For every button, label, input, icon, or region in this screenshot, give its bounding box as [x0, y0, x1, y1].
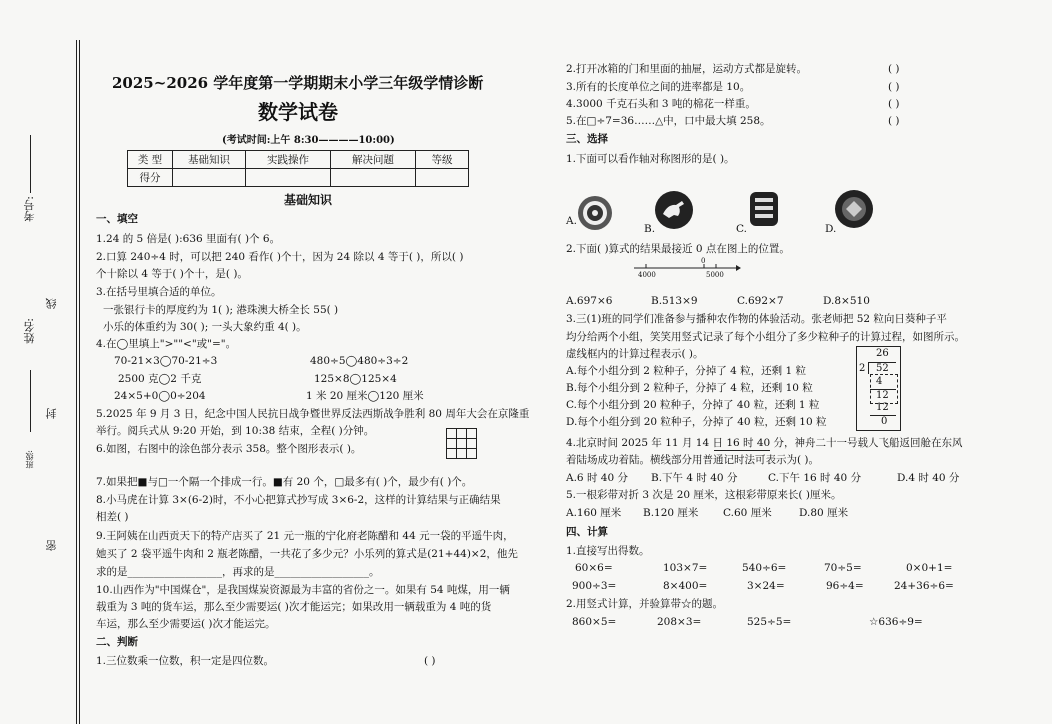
compare-item: 70-21×3◯70-21÷3: [114, 355, 218, 367]
compare-item: 480÷5◯480÷3÷2: [310, 355, 409, 367]
binding-line-outer: [76, 40, 77, 724]
question-line: 10.山西作为"中国煤仓"，是我国煤炭资源最为丰富的省份之一。如果有 54 吨煤，用一辆: [96, 584, 510, 596]
lantern-pattern-icon: [745, 189, 783, 229]
calc-item: 525÷5=: [747, 616, 792, 628]
judge-item: 2.打开冰箱的门和里面的抽屉，运动方式都是旋转。: [566, 63, 808, 75]
choice-question: 2.下面( )算式的结果最接近 0 点在图上的位置。: [566, 243, 790, 255]
question-line: 4.在◯里填上">""<"或"="。: [96, 338, 237, 350]
question-line: 小乐的体重约为 30( ); 一头大象约重 4( )。: [103, 321, 307, 333]
question-line: 5.2025 年 9 月 3 日，纪念中国人民抗日战争暨世界反法西斯战争胜利 80 周年大会在京隆重: [96, 408, 530, 420]
calc-item: 8×400=: [663, 580, 708, 592]
score-blank[interactable]: [173, 169, 246, 187]
question-line: 9.王阿姨在山西贡天下的特产店买了 21 元一瓶的宁化府老陈醋和 44 元一袋的平遥牛肉，: [96, 530, 514, 542]
name-label: 姓名:: [23, 318, 36, 344]
score-cell: 解决问题: [331, 151, 416, 169]
part1-heading: 一、填空: [96, 213, 138, 225]
choice-option[interactable]: A.160 厘米: [566, 507, 622, 519]
calc-item: 900÷3=: [572, 580, 617, 592]
calc-item: 96÷4=: [826, 580, 864, 592]
judge-mark[interactable]: ( ): [888, 81, 900, 93]
choice-option[interactable]: C.692×7: [737, 295, 784, 307]
section-heading: 基础知识: [284, 193, 333, 207]
choice-option[interactable]: A.每个小组分到 2 粒种子，分掉了 4 粒，还剩 1 粒: [566, 365, 806, 377]
dividend: 52: [876, 363, 889, 374]
judge-item: 1.三位数乘一位数，积一定是四位数。: [96, 655, 275, 667]
choice-option[interactable]: B.513×9: [651, 295, 698, 307]
exam-time: (考试时间:上午 8:30————10:00): [222, 135, 395, 146]
question-line: 2.口算 240÷4 时，可以把 240 看作( )个十，因为 24 除以 4 等于( )，所以( ): [96, 251, 464, 263]
judge-item: 4.3000 千克石头和 3 吨的棉花一样重。: [566, 98, 756, 110]
calc-item: 208×3=: [657, 616, 702, 628]
calc-item: 60×6=: [575, 562, 613, 574]
choice-option[interactable]: D.每个小组分到 20 粒种子，分掉了 40 粒，还剩 10 粒: [566, 416, 827, 428]
bind-char-line: 线: [45, 298, 58, 309]
question-line: 相差( ): [96, 511, 129, 523]
question-line: 她买了 2 袋平遥牛肉和 2 瓶老陈醋，一共花了多少元？小乐列的算式是(21+44)×2，他先: [96, 548, 518, 560]
paper-cut-pattern-icon: [834, 189, 874, 229]
divisor: 2: [859, 363, 866, 374]
score-table: [127, 150, 469, 187]
choice-question: 5.一根彩带对折 3 次是 20 厘米，这根彩带原来长( )厘米。: [566, 489, 842, 501]
option-label: A.: [566, 215, 577, 227]
choice-option[interactable]: C.每个小组分到 20 粒种子，分掉了 40 粒，还剩 1 粒: [566, 399, 820, 411]
calc-item: 860×5=: [572, 616, 617, 628]
choice-option[interactable]: A.697×6: [566, 295, 613, 307]
question-line: 个十除以 4 等于( )个十，是( )。: [96, 268, 248, 280]
judge-mark[interactable]: ( ): [888, 115, 900, 127]
compare-item: 24×5+0◯0÷204: [114, 390, 206, 402]
calc-item: 103×7=: [663, 562, 708, 574]
compare-item: 125×8◯125×4: [314, 373, 397, 385]
question-line: 车运，那么至少需要运( )次才能运完。: [96, 618, 276, 630]
score-cell: 基础知识: [173, 151, 246, 169]
exam-no-blank: [30, 135, 31, 193]
calc-item: 24+36÷6=: [894, 580, 954, 592]
question-line: 7.如果把■与□一个隔一个排成一行。■有 20 个，□最多有( )个，最少有( )个。: [96, 476, 473, 488]
choice-option[interactable]: B.每个小组分到 2 粒种子，分掉了 4 粒，还剩 10 粒: [566, 382, 813, 394]
choice-option[interactable]: A.6 时 40 分: [566, 472, 628, 484]
question-line: 载重为 3 吨的货车运，那么至少需要运( )次才能运完；如果改用一辆载重为 4 吨的货: [96, 601, 492, 613]
calc-item: ☆636÷9=: [869, 616, 923, 628]
score-blank[interactable]: [246, 169, 331, 187]
calc-item: 540÷6=: [742, 562, 787, 574]
choice-question: 均分给两个小组，笑笑用竖式记录了每个小组分了多少粒种子的计算过程，如图所示。: [566, 331, 965, 343]
horse-pattern-icon: [654, 190, 694, 230]
choice-option[interactable]: B.下午 4 时 40 分: [651, 472, 738, 484]
name-blank: [30, 370, 31, 432]
class-label: 班级:: [25, 450, 34, 469]
number-line-left: 4000: [638, 271, 656, 279]
choice-question: 着陆场成功着陆。横线部分用普通记时法可表示为( )。: [566, 454, 820, 466]
judge-item: 5.在□÷7=36……△中，口中最大填 258。: [566, 115, 771, 127]
compare-item: 1 米 20 厘米◯120 厘米: [306, 390, 424, 402]
calc-item: 0×0+1=: [906, 562, 953, 574]
calc-item: 70÷5=: [824, 562, 862, 574]
choice-option[interactable]: B.120 厘米: [643, 507, 699, 519]
part2-heading: 二、判断: [96, 636, 138, 648]
long-division-figure: [856, 346, 900, 428]
step-remainder: 12: [876, 390, 889, 401]
question-line: 一张银行卡的厚度约为 1( ); 港珠澳大桥全长 55( ): [103, 304, 339, 316]
part3-heading: 三、选择: [566, 133, 608, 145]
number-line-right: 5000: [706, 271, 724, 279]
bind-char-seal: 封: [45, 408, 58, 419]
compare-item: 2500 克◯2 千克: [118, 373, 202, 385]
shaded-grid-figure: [446, 428, 476, 458]
score-cell: 实践操作: [246, 151, 331, 169]
question-line: 3.在括号里填合适的单位。: [96, 286, 222, 298]
judge-mark[interactable]: ( ): [888, 63, 900, 75]
question-line: 6.如图，右图中的涂色部分表示 358。整个图形表示( )。: [96, 443, 362, 455]
step-subtract: 4: [876, 376, 883, 387]
part4-heading: 四、计算: [566, 526, 608, 538]
score-blank[interactable]: [416, 169, 469, 187]
number-line-mark: 0: [701, 257, 706, 265]
calc-question: 1.直接写出得数。: [566, 545, 650, 557]
choice-question: 3.三(1)班的同学们准备参与播种农作物的体验活动。张老师把 52 粒向日葵种子平: [566, 313, 947, 325]
question-line: 1.24 的 5 倍是( ):636 里面有( )个 6。: [96, 233, 281, 245]
choice-question: 1.下面可以看作轴对称图形的是( )。: [566, 153, 735, 165]
option-label: B.: [644, 223, 656, 235]
calc-question: 2.用竖式计算，并验算带☆的题。: [566, 598, 724, 610]
choice-option[interactable]: C.下午 16 时 40 分: [768, 472, 862, 484]
pattern-a-icon: [576, 194, 614, 232]
choice-option[interactable]: C.60 厘米: [723, 507, 772, 519]
question-line: 举行。阅兵式从 9:20 开始，到 10:38 结束，全程( )分钟。: [96, 425, 375, 437]
binding-line-inner: [79, 40, 80, 724]
option-label: C.: [736, 223, 747, 235]
score-cell: 得分: [128, 169, 173, 187]
option-label: D.: [825, 223, 837, 235]
quotient: 26: [876, 348, 889, 359]
step-subtract: 12: [876, 402, 889, 413]
question-line: 8.小马虎在计算 3×(6-2)时，不小心把算式抄写成 3×6-2，这样的计算结果与正确结果: [96, 494, 501, 506]
judge-item: 3.所有的长度单位之间的进率都是 10。: [566, 81, 751, 93]
calc-item: 3×24=: [747, 580, 785, 592]
score-cell: 等级: [416, 151, 469, 169]
choice-option[interactable]: D.8×510: [823, 295, 870, 307]
choice-question: 虚线框内的计算过程表示( )。: [566, 348, 704, 360]
choice-option[interactable]: D.80 厘米: [799, 507, 849, 519]
choice-question: 4.北京时间 2025 年 11 月 14 日 16 时 40 分，神舟二十一号载人飞船返回舱在东风: [566, 437, 963, 449]
question-line: 求的是__________________，再求的是__________________。: [96, 566, 380, 578]
score-blank[interactable]: [331, 169, 416, 187]
score-cell: 类 型: [128, 151, 173, 169]
exam-no-label: 考号:: [23, 196, 36, 222]
judge-mark[interactable]: ( ): [888, 98, 900, 110]
bind-char-secret: 密: [45, 540, 58, 551]
choice-option[interactable]: D.4 时 40 分: [897, 472, 960, 484]
exam-title: 2025~2026 学年度第一学期期末小学三年级学情诊断: [112, 74, 484, 92]
exam-subtitle: 数学试卷: [258, 100, 338, 124]
judge-mark[interactable]: ( ): [424, 655, 436, 667]
underline-time: [714, 450, 770, 451]
final-remainder: 0: [881, 416, 888, 427]
